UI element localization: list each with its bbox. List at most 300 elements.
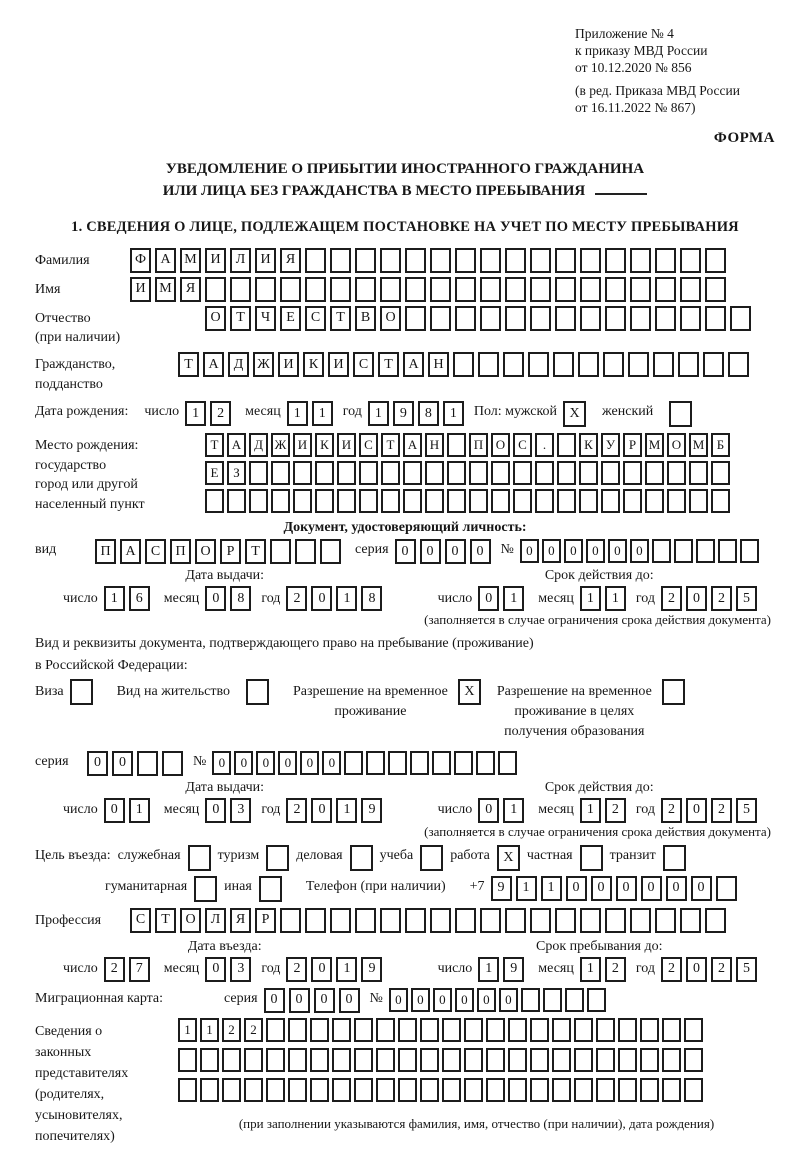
char-cell[interactable] bbox=[293, 461, 312, 485]
char-cell[interactable]: И bbox=[293, 433, 312, 457]
char-cell[interactable] bbox=[655, 248, 676, 273]
char-cell[interactable]: 0 bbox=[112, 751, 133, 776]
char-cell[interactable]: 1 bbox=[516, 876, 537, 901]
char-cell[interactable] bbox=[530, 248, 551, 273]
char-cell[interactable] bbox=[293, 489, 312, 513]
char-cell[interactable] bbox=[381, 461, 400, 485]
char-cell[interactable]: 1 bbox=[178, 1018, 197, 1042]
char-cell[interactable] bbox=[718, 539, 737, 563]
char-cell[interactable]: 2 bbox=[711, 798, 732, 823]
char-cell[interactable] bbox=[530, 1078, 549, 1102]
char-cell[interactable]: Я bbox=[230, 908, 251, 933]
char-cell[interactable] bbox=[305, 248, 326, 273]
char-cell[interactable] bbox=[653, 352, 674, 377]
char-cell[interactable] bbox=[574, 1048, 593, 1072]
char-cell[interactable] bbox=[513, 461, 532, 485]
char-cell[interactable] bbox=[521, 988, 540, 1012]
char-cell[interactable] bbox=[605, 306, 626, 331]
char-cell[interactable]: 1 bbox=[443, 401, 464, 426]
char-cell[interactable]: 0 bbox=[264, 988, 285, 1013]
char-cell[interactable] bbox=[480, 277, 501, 302]
char-cell[interactable] bbox=[480, 306, 501, 331]
char-cell[interactable] bbox=[580, 277, 601, 302]
char-cell[interactable] bbox=[555, 277, 576, 302]
char-cell[interactable]: У bbox=[601, 433, 620, 457]
char-cell[interactable]: И bbox=[255, 248, 276, 273]
char-cell[interactable] bbox=[403, 489, 422, 513]
char-cell[interactable]: Ф bbox=[130, 248, 151, 273]
char-cell[interactable]: 0 bbox=[205, 957, 226, 982]
char-cell[interactable] bbox=[227, 489, 246, 513]
char-cell[interactable] bbox=[376, 1048, 395, 1072]
char-cell[interactable] bbox=[310, 1018, 329, 1042]
char-cell[interactable] bbox=[330, 277, 351, 302]
char-cell[interactable] bbox=[476, 751, 495, 775]
char-cell[interactable] bbox=[491, 489, 510, 513]
char-cell[interactable] bbox=[503, 352, 524, 377]
char-cell[interactable] bbox=[618, 1018, 637, 1042]
char-cell[interactable]: Т bbox=[155, 908, 176, 933]
char-cell[interactable]: 8 bbox=[418, 401, 439, 426]
char-cell[interactable] bbox=[730, 306, 751, 331]
char-cell[interactable]: 0 bbox=[686, 798, 707, 823]
char-cell[interactable]: 0 bbox=[212, 751, 231, 775]
char-cell[interactable] bbox=[505, 277, 526, 302]
char-cell[interactable]: З bbox=[227, 461, 246, 485]
char-cell[interactable] bbox=[266, 1078, 285, 1102]
char-cell[interactable]: 0 bbox=[300, 751, 319, 775]
char-cell[interactable]: 0 bbox=[256, 751, 275, 775]
char-cell[interactable]: 1 bbox=[185, 401, 206, 426]
char-cell[interactable] bbox=[580, 908, 601, 933]
char-cell[interactable]: Т bbox=[205, 433, 224, 457]
char-cell[interactable] bbox=[684, 1018, 703, 1042]
char-cell[interactable]: П bbox=[95, 539, 116, 564]
char-cell[interactable] bbox=[555, 248, 576, 273]
char-cell[interactable]: Ж bbox=[253, 352, 274, 377]
char-cell[interactable] bbox=[552, 1048, 571, 1072]
char-cell[interactable] bbox=[655, 908, 676, 933]
char-cell[interactable] bbox=[259, 876, 282, 902]
char-cell[interactable]: 0 bbox=[411, 988, 430, 1012]
char-cell[interactable]: 0 bbox=[641, 876, 662, 901]
char-cell[interactable] bbox=[574, 1078, 593, 1102]
char-cell[interactable] bbox=[464, 1018, 483, 1042]
char-cell[interactable]: К bbox=[303, 352, 324, 377]
char-cell[interactable]: 0 bbox=[686, 957, 707, 982]
char-cell[interactable] bbox=[222, 1078, 241, 1102]
char-cell[interactable]: 0 bbox=[420, 539, 441, 564]
char-cell[interactable] bbox=[705, 306, 726, 331]
char-cell[interactable]: 5 bbox=[736, 798, 757, 823]
char-cell[interactable] bbox=[280, 277, 301, 302]
char-cell[interactable]: Ч bbox=[255, 306, 276, 331]
char-cell[interactable]: 0 bbox=[691, 876, 712, 901]
char-cell[interactable] bbox=[442, 1048, 461, 1072]
char-cell[interactable] bbox=[508, 1048, 527, 1072]
char-cell[interactable] bbox=[420, 845, 443, 871]
char-cell[interactable] bbox=[447, 461, 466, 485]
char-cell[interactable]: 1 bbox=[129, 798, 150, 823]
char-cell[interactable] bbox=[432, 751, 451, 775]
char-cell[interactable] bbox=[574, 1018, 593, 1042]
char-cell[interactable] bbox=[480, 908, 501, 933]
char-cell[interactable] bbox=[618, 1048, 637, 1072]
char-cell[interactable]: 0 bbox=[630, 539, 649, 563]
char-cell[interactable]: 0 bbox=[395, 539, 416, 564]
char-cell[interactable] bbox=[557, 461, 576, 485]
char-cell[interactable] bbox=[430, 277, 451, 302]
char-cell[interactable] bbox=[498, 751, 517, 775]
char-cell[interactable]: Т bbox=[378, 352, 399, 377]
char-cell[interactable] bbox=[350, 845, 373, 871]
char-cell[interactable]: Т bbox=[330, 306, 351, 331]
char-cell[interactable] bbox=[447, 433, 466, 457]
char-cell[interactable] bbox=[530, 306, 551, 331]
char-cell[interactable]: Н bbox=[428, 352, 449, 377]
char-cell[interactable]: Б bbox=[711, 433, 730, 457]
char-cell[interactable] bbox=[705, 908, 726, 933]
char-cell[interactable] bbox=[230, 277, 251, 302]
char-cell[interactable] bbox=[596, 1048, 615, 1072]
char-cell[interactable]: 1 bbox=[200, 1018, 219, 1042]
char-cell[interactable]: Р bbox=[220, 539, 241, 564]
char-cell[interactable]: 2 bbox=[661, 586, 682, 611]
char-cell[interactable]: 9 bbox=[503, 957, 524, 982]
char-cell[interactable]: С bbox=[130, 908, 151, 933]
char-cell[interactable]: 0 bbox=[311, 586, 332, 611]
char-cell[interactable] bbox=[530, 1048, 549, 1072]
char-cell[interactable] bbox=[315, 489, 334, 513]
char-cell[interactable] bbox=[430, 306, 451, 331]
char-cell[interactable] bbox=[530, 908, 551, 933]
char-cell[interactable] bbox=[662, 679, 685, 705]
char-cell[interactable] bbox=[315, 461, 334, 485]
char-cell[interactable] bbox=[330, 908, 351, 933]
char-cell[interactable] bbox=[645, 489, 664, 513]
char-cell[interactable]: X bbox=[563, 401, 586, 427]
char-cell[interactable] bbox=[552, 1018, 571, 1042]
char-cell[interactable] bbox=[359, 461, 378, 485]
char-cell[interactable]: 9 bbox=[491, 876, 512, 901]
char-cell[interactable]: 0 bbox=[322, 751, 341, 775]
char-cell[interactable] bbox=[295, 539, 316, 564]
char-cell[interactable]: Т bbox=[381, 433, 400, 457]
char-cell[interactable]: 0 bbox=[477, 988, 496, 1012]
char-cell[interactable]: Л bbox=[205, 908, 226, 933]
char-cell[interactable] bbox=[137, 751, 158, 776]
char-cell[interactable] bbox=[188, 845, 211, 871]
char-cell[interactable]: 0 bbox=[666, 876, 687, 901]
char-cell[interactable] bbox=[381, 489, 400, 513]
char-cell[interactable]: 0 bbox=[542, 539, 561, 563]
char-cell[interactable]: 7 bbox=[129, 957, 150, 982]
char-cell[interactable]: М bbox=[155, 277, 176, 302]
char-cell[interactable] bbox=[425, 461, 444, 485]
char-cell[interactable] bbox=[249, 489, 268, 513]
char-cell[interactable]: 0 bbox=[311, 798, 332, 823]
char-cell[interactable] bbox=[667, 461, 686, 485]
char-cell[interactable] bbox=[453, 352, 474, 377]
char-cell[interactable]: И bbox=[205, 248, 226, 273]
char-cell[interactable] bbox=[398, 1018, 417, 1042]
char-cell[interactable]: Я bbox=[280, 248, 301, 273]
char-cell[interactable] bbox=[420, 1018, 439, 1042]
char-cell[interactable]: 2 bbox=[286, 586, 307, 611]
char-cell[interactable] bbox=[663, 845, 686, 871]
char-cell[interactable]: Р bbox=[623, 433, 642, 457]
char-cell[interactable] bbox=[405, 248, 426, 273]
char-cell[interactable] bbox=[596, 1018, 615, 1042]
char-cell[interactable] bbox=[480, 248, 501, 273]
char-cell[interactable]: 1 bbox=[605, 586, 626, 611]
char-cell[interactable]: 0 bbox=[586, 539, 605, 563]
char-cell[interactable]: 2 bbox=[222, 1018, 241, 1042]
char-cell[interactable] bbox=[603, 352, 624, 377]
char-cell[interactable] bbox=[652, 539, 671, 563]
char-cell[interactable] bbox=[332, 1018, 351, 1042]
char-cell[interactable]: Т bbox=[245, 539, 266, 564]
char-cell[interactable]: Ж bbox=[271, 433, 290, 457]
char-cell[interactable]: М bbox=[645, 433, 664, 457]
char-cell[interactable] bbox=[596, 1078, 615, 1102]
char-cell[interactable] bbox=[580, 845, 603, 871]
char-cell[interactable] bbox=[552, 1078, 571, 1102]
char-cell[interactable]: 9 bbox=[393, 401, 414, 426]
char-cell[interactable]: А bbox=[403, 433, 422, 457]
char-cell[interactable] bbox=[505, 248, 526, 273]
char-cell[interactable]: К bbox=[579, 433, 598, 457]
char-cell[interactable]: С bbox=[145, 539, 166, 564]
char-cell[interactable]: О bbox=[491, 433, 510, 457]
char-cell[interactable] bbox=[680, 277, 701, 302]
char-cell[interactable] bbox=[580, 248, 601, 273]
char-cell[interactable]: . bbox=[535, 433, 554, 457]
char-cell[interactable] bbox=[200, 1048, 219, 1072]
char-cell[interactable] bbox=[271, 489, 290, 513]
char-cell[interactable] bbox=[305, 908, 326, 933]
char-cell[interactable]: 1 bbox=[336, 586, 357, 611]
char-cell[interactable] bbox=[398, 1048, 417, 1072]
char-cell[interactable] bbox=[662, 1018, 681, 1042]
char-cell[interactable]: X bbox=[497, 845, 520, 871]
char-cell[interactable] bbox=[680, 306, 701, 331]
char-cell[interactable] bbox=[680, 908, 701, 933]
char-cell[interactable] bbox=[288, 1048, 307, 1072]
char-cell[interactable]: 0 bbox=[433, 988, 452, 1012]
char-cell[interactable]: 0 bbox=[564, 539, 583, 563]
char-cell[interactable]: 0 bbox=[478, 586, 499, 611]
char-cell[interactable]: А bbox=[120, 539, 141, 564]
char-cell[interactable] bbox=[696, 539, 715, 563]
char-cell[interactable] bbox=[355, 277, 376, 302]
char-cell[interactable] bbox=[513, 489, 532, 513]
char-cell[interactable] bbox=[330, 248, 351, 273]
char-cell[interactable] bbox=[655, 277, 676, 302]
char-cell[interactable]: 0 bbox=[455, 988, 474, 1012]
char-cell[interactable] bbox=[310, 1048, 329, 1072]
char-cell[interactable] bbox=[266, 1048, 285, 1072]
char-cell[interactable] bbox=[410, 751, 429, 775]
char-cell[interactable] bbox=[669, 401, 692, 427]
char-cell[interactable]: 1 bbox=[104, 586, 125, 611]
char-cell[interactable] bbox=[486, 1048, 505, 1072]
char-cell[interactable] bbox=[655, 306, 676, 331]
char-cell[interactable] bbox=[366, 751, 385, 775]
char-cell[interactable] bbox=[455, 306, 476, 331]
char-cell[interactable] bbox=[478, 352, 499, 377]
char-cell[interactable] bbox=[674, 539, 693, 563]
char-cell[interactable] bbox=[271, 461, 290, 485]
char-cell[interactable]: 1 bbox=[580, 957, 601, 982]
char-cell[interactable] bbox=[605, 277, 626, 302]
char-cell[interactable]: 0 bbox=[234, 751, 253, 775]
char-cell[interactable]: А bbox=[227, 433, 246, 457]
char-cell[interactable]: 8 bbox=[361, 586, 382, 611]
char-cell[interactable] bbox=[70, 679, 93, 705]
char-cell[interactable] bbox=[680, 248, 701, 273]
char-cell[interactable] bbox=[711, 461, 730, 485]
char-cell[interactable] bbox=[645, 461, 664, 485]
char-cell[interactable]: 1 bbox=[368, 401, 389, 426]
char-cell[interactable] bbox=[420, 1048, 439, 1072]
char-cell[interactable]: 0 bbox=[499, 988, 518, 1012]
char-cell[interactable]: Р bbox=[255, 908, 276, 933]
char-cell[interactable]: 2 bbox=[605, 798, 626, 823]
char-cell[interactable]: 0 bbox=[289, 988, 310, 1013]
char-cell[interactable] bbox=[337, 489, 356, 513]
char-cell[interactable] bbox=[244, 1048, 263, 1072]
char-cell[interactable]: 2 bbox=[244, 1018, 263, 1042]
char-cell[interactable]: О bbox=[195, 539, 216, 564]
char-cell[interactable] bbox=[557, 489, 576, 513]
char-cell[interactable]: П bbox=[469, 433, 488, 457]
char-cell[interactable] bbox=[535, 461, 554, 485]
char-cell[interactable]: 1 bbox=[478, 957, 499, 982]
char-cell[interactable] bbox=[640, 1048, 659, 1072]
char-cell[interactable] bbox=[508, 1078, 527, 1102]
char-cell[interactable]: О bbox=[380, 306, 401, 331]
char-cell[interactable]: 1 bbox=[287, 401, 308, 426]
char-cell[interactable]: 2 bbox=[210, 401, 231, 426]
char-cell[interactable] bbox=[332, 1078, 351, 1102]
char-cell[interactable]: 0 bbox=[478, 798, 499, 823]
char-cell[interactable]: И bbox=[130, 277, 151, 302]
char-cell[interactable]: Н bbox=[425, 433, 444, 457]
char-cell[interactable] bbox=[578, 352, 599, 377]
char-cell[interactable] bbox=[579, 461, 598, 485]
char-cell[interactable]: И bbox=[337, 433, 356, 457]
char-cell[interactable] bbox=[580, 306, 601, 331]
char-cell[interactable]: Д bbox=[249, 433, 268, 457]
char-cell[interactable]: С bbox=[353, 352, 374, 377]
char-cell[interactable] bbox=[618, 1078, 637, 1102]
char-cell[interactable]: 0 bbox=[104, 798, 125, 823]
char-cell[interactable]: 0 bbox=[591, 876, 612, 901]
char-cell[interactable] bbox=[689, 461, 708, 485]
char-cell[interactable] bbox=[505, 306, 526, 331]
char-cell[interactable]: С bbox=[513, 433, 532, 457]
char-cell[interactable] bbox=[270, 539, 291, 564]
char-cell[interactable] bbox=[623, 489, 642, 513]
char-cell[interactable] bbox=[605, 908, 626, 933]
char-cell[interactable] bbox=[405, 277, 426, 302]
char-cell[interactable] bbox=[405, 908, 426, 933]
char-cell[interactable] bbox=[630, 908, 651, 933]
char-cell[interactable] bbox=[354, 1048, 373, 1072]
char-cell[interactable]: 0 bbox=[520, 539, 539, 563]
char-cell[interactable] bbox=[728, 352, 749, 377]
char-cell[interactable]: 9 bbox=[361, 957, 382, 982]
char-cell[interactable] bbox=[455, 908, 476, 933]
char-cell[interactable]: И bbox=[278, 352, 299, 377]
char-cell[interactable] bbox=[716, 876, 737, 901]
char-cell[interactable]: 2 bbox=[661, 798, 682, 823]
char-cell[interactable]: 0 bbox=[566, 876, 587, 901]
char-cell[interactable] bbox=[454, 751, 473, 775]
char-cell[interactable]: И bbox=[328, 352, 349, 377]
char-cell[interactable]: 0 bbox=[278, 751, 297, 775]
char-cell[interactable] bbox=[442, 1018, 461, 1042]
char-cell[interactable]: 3 bbox=[230, 957, 251, 982]
char-cell[interactable] bbox=[705, 248, 726, 273]
char-cell[interactable] bbox=[447, 489, 466, 513]
char-cell[interactable] bbox=[420, 1078, 439, 1102]
char-cell[interactable] bbox=[354, 1078, 373, 1102]
char-cell[interactable]: С bbox=[359, 433, 378, 457]
char-cell[interactable] bbox=[205, 277, 226, 302]
char-cell[interactable] bbox=[455, 277, 476, 302]
char-cell[interactable] bbox=[455, 248, 476, 273]
char-cell[interactable] bbox=[310, 1078, 329, 1102]
char-cell[interactable]: 1 bbox=[580, 798, 601, 823]
char-cell[interactable]: 6 bbox=[129, 586, 150, 611]
char-cell[interactable] bbox=[605, 248, 626, 273]
char-cell[interactable] bbox=[628, 352, 649, 377]
char-cell[interactable]: 0 bbox=[314, 988, 335, 1013]
char-cell[interactable]: В bbox=[355, 306, 376, 331]
char-cell[interactable] bbox=[464, 1078, 483, 1102]
char-cell[interactable]: О bbox=[180, 908, 201, 933]
char-cell[interactable]: 2 bbox=[286, 957, 307, 982]
char-cell[interactable] bbox=[388, 751, 407, 775]
char-cell[interactable] bbox=[711, 489, 730, 513]
char-cell[interactable] bbox=[249, 461, 268, 485]
char-cell[interactable] bbox=[505, 908, 526, 933]
char-cell[interactable] bbox=[491, 461, 510, 485]
char-cell[interactable]: 0 bbox=[339, 988, 360, 1013]
char-cell[interactable] bbox=[344, 751, 363, 775]
char-cell[interactable] bbox=[244, 1078, 263, 1102]
char-cell[interactable] bbox=[667, 489, 686, 513]
char-cell[interactable]: 2 bbox=[661, 957, 682, 982]
char-cell[interactable]: 1 bbox=[580, 586, 601, 611]
char-cell[interactable] bbox=[601, 489, 620, 513]
char-cell[interactable]: 0 bbox=[311, 957, 332, 982]
char-cell[interactable]: 1 bbox=[503, 586, 524, 611]
char-cell[interactable]: Е bbox=[280, 306, 301, 331]
char-cell[interactable]: 5 bbox=[736, 586, 757, 611]
char-cell[interactable] bbox=[398, 1078, 417, 1102]
char-cell[interactable] bbox=[630, 277, 651, 302]
char-cell[interactable] bbox=[486, 1018, 505, 1042]
char-cell[interactable]: 8 bbox=[230, 586, 251, 611]
char-cell[interactable] bbox=[684, 1078, 703, 1102]
char-cell[interactable]: 0 bbox=[445, 539, 466, 564]
char-cell[interactable] bbox=[430, 908, 451, 933]
char-cell[interactable] bbox=[587, 988, 606, 1012]
char-cell[interactable] bbox=[678, 352, 699, 377]
